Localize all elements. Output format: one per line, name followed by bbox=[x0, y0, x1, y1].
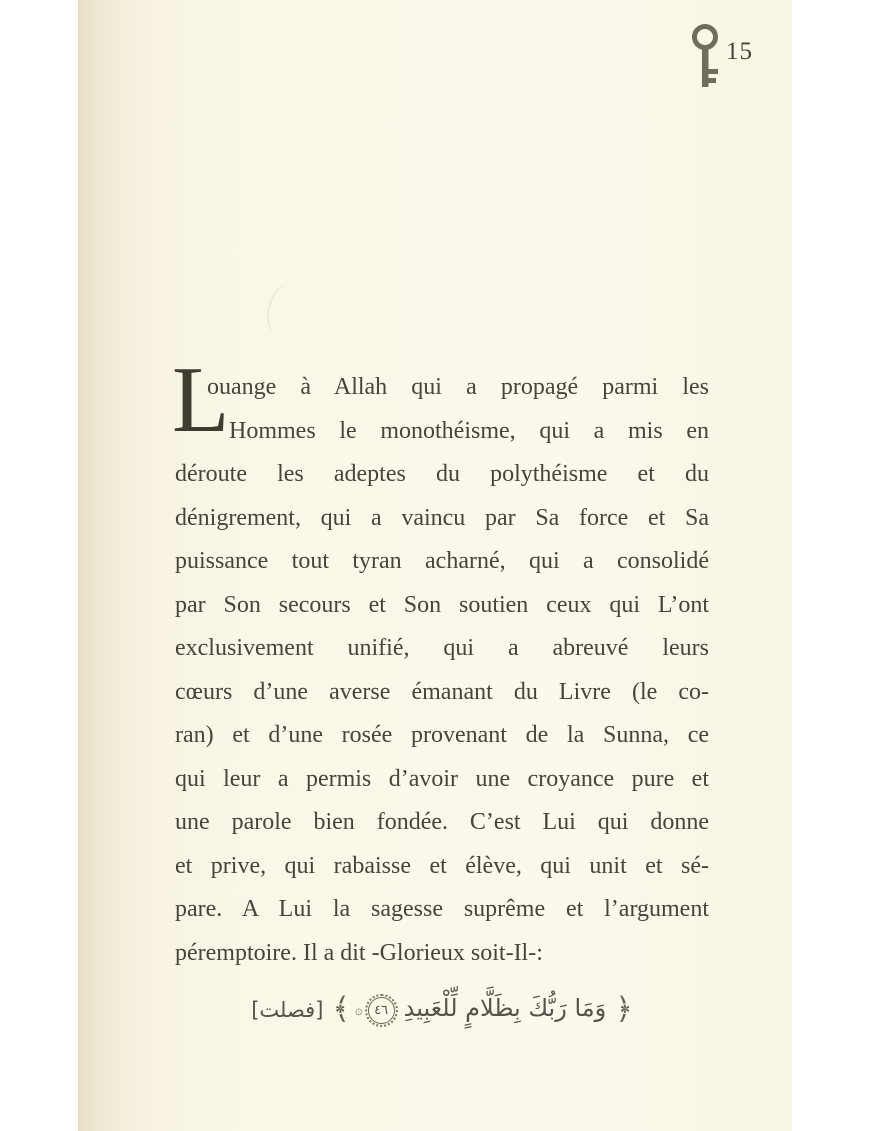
text-line: péremptoire. Il a dit -Glorieux soit-Il-: bbox=[175, 939, 543, 966]
rosette-icon: ۞ bbox=[354, 1002, 363, 1018]
drop-cap: L bbox=[172, 348, 230, 452]
verse-arabic-text: وَمَا رَبُّكَ بِظَلَّامٍ لِّلْعَبِيدِ bbox=[403, 994, 607, 1022]
book-page bbox=[78, 0, 792, 1131]
text-line: ouange à Allah qui a propagé parmi les bbox=[207, 374, 709, 400]
text-line: Hommes le monothéisme, qui a mis en bbox=[229, 417, 709, 444]
page-number: 15 bbox=[726, 38, 753, 65]
text-line: ran) et d’une rosée provenant de la Sunna, ce bbox=[175, 722, 709, 748]
verse-opening-ornament-icon: ﴿ bbox=[615, 992, 633, 1027]
text-line: une parole bien fondée. C’est Lui qui donne bbox=[175, 809, 709, 835]
paragraph bbox=[172, 348, 709, 975]
text-line: par Son secours et Son soutien ceux qui L’ont bbox=[175, 591, 709, 618]
key-icon bbox=[690, 24, 724, 95]
scan-artifact bbox=[262, 281, 304, 339]
text-line: pare. A Lui la sagesse suprême et l’argument bbox=[175, 896, 709, 922]
text-line: déroute les adeptes du polythéisme et du bbox=[175, 461, 709, 487]
surah-reference: [فصلت] bbox=[251, 998, 324, 1022]
text-line: cœurs d’une averse émanant du Livre (le co- bbox=[175, 678, 709, 705]
text-line: puissance tout tyran acharné, qui a consolidé bbox=[175, 548, 709, 574]
text-line: exclusivement unifié, qui a abreuvé leurs bbox=[175, 635, 709, 661]
ayah-number-badge: ٤٦ bbox=[368, 997, 395, 1024]
text-line: qui leur a permis d’avoir une croyance pure et bbox=[175, 765, 709, 792]
text-line: dénigrement, qui a vaincu par Sa force et Sa bbox=[175, 504, 709, 531]
text-line: et prive, qui rabaisse et élève, qui unit et sé- bbox=[175, 852, 709, 879]
verse-closing-ornament-icon: ﴾ bbox=[332, 992, 350, 1027]
quran-verse bbox=[175, 982, 709, 1038]
